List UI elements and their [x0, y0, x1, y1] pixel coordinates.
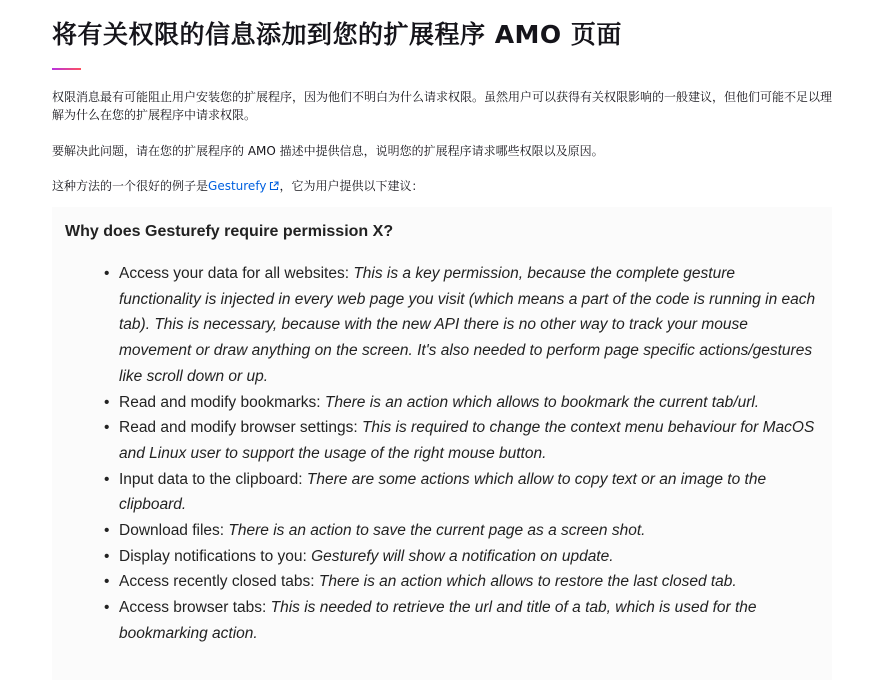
permission-description: This is a key permission, because the complete gesture functionality is injected in every web page you visit (which means a part of the code is running in each tab). This is necessary, because with the new API there is no other way to track your mouse movement or draw anything on the screen. It's also needed to perform page specific actions/gestures like scroll down or up.	[119, 265, 816, 385]
bullet-icon: •	[104, 470, 110, 488]
example-paragraph-prefix: 这种方法的一个很好的例子是	[52, 179, 209, 193]
permission-list	[104, 261, 819, 647]
permission-label: Access recently closed tabs:	[119, 573, 319, 591]
permission-item	[104, 415, 819, 466]
gesturefy-example-screenshot	[52, 207, 832, 680]
permission-description: There is an action which allows to restore the last closed tab.	[318, 573, 737, 591]
permission-label: Access your data for all websites:	[119, 265, 354, 282]
permission-label: Read and modify browser settings:	[119, 419, 362, 437]
permission-description: There is an action to save the current page as a screen shot.	[228, 522, 646, 540]
permission-label: Download files:	[119, 522, 229, 540]
permission-label: Access browser tabs:	[119, 599, 271, 617]
bullet-icon: •	[104, 573, 110, 591]
bullet-icon: •	[104, 547, 110, 565]
page-title: 将有关权限的信息添加到您的扩展程序 AMO 页面	[52, 20, 622, 49]
example-heading: Why does Gesturefy require permission X?	[65, 223, 394, 240]
permission-item	[104, 569, 819, 595]
permission-item	[104, 518, 819, 544]
permission-label: Display notifications to you:	[119, 547, 312, 565]
bullet-icon: •	[104, 522, 110, 540]
permission-description: There is an action which allows to bookmark the current tab/url.	[324, 393, 760, 411]
intro-paragraph: 权限消息最有可能阻止用户安装您的扩展程序，因为他们不明白为什么请求权限。虽然用户可以获得有关权限影响的一般建议，但他们可能不足以理解为什么在您的扩展程序中请求权限。	[52, 90, 833, 122]
permission-item	[104, 467, 819, 518]
bullet-icon: •	[104, 265, 110, 282]
bullet-icon: •	[104, 393, 110, 411]
gesturefy-link-text: Gesturefy	[208, 179, 267, 193]
permission-label: Input data to the clipboard:	[119, 470, 307, 488]
permission-description: There are some actions which allow to copy text or an image to the clipboard.	[119, 470, 767, 514]
bullet-icon: •	[104, 599, 110, 617]
example-paragraph-suffix: ，它为用户提供以下建议：	[279, 179, 424, 193]
permission-description: Gesturefy will show a notification on update.	[311, 547, 614, 565]
permission-item	[104, 595, 819, 646]
permission-item	[104, 261, 819, 390]
title-accent-rule	[52, 68, 81, 70]
permission-label: Read and modify bookmarks:	[119, 393, 325, 411]
external-link-icon	[269, 181, 279, 191]
permission-item	[104, 390, 819, 416]
permission-item	[104, 544, 819, 570]
solution-paragraph: 要解决此问题，请在您的扩展程序的 AMO 描述中提供信息，说明您的扩展程序请求哪些权限以及原因。	[52, 144, 604, 158]
bullet-icon: •	[104, 419, 110, 437]
example-paragraph	[52, 177, 842, 195]
gesturefy-link[interactable]	[208, 179, 279, 193]
permission-description: This is needed to retrieve the url and title of a tab, which is used for the bookmarking action.	[119, 599, 757, 642]
permission-description: This is required to change the context menu behaviour for MacOS and Linux user to support the usage of the right mouse button.	[119, 419, 815, 462]
